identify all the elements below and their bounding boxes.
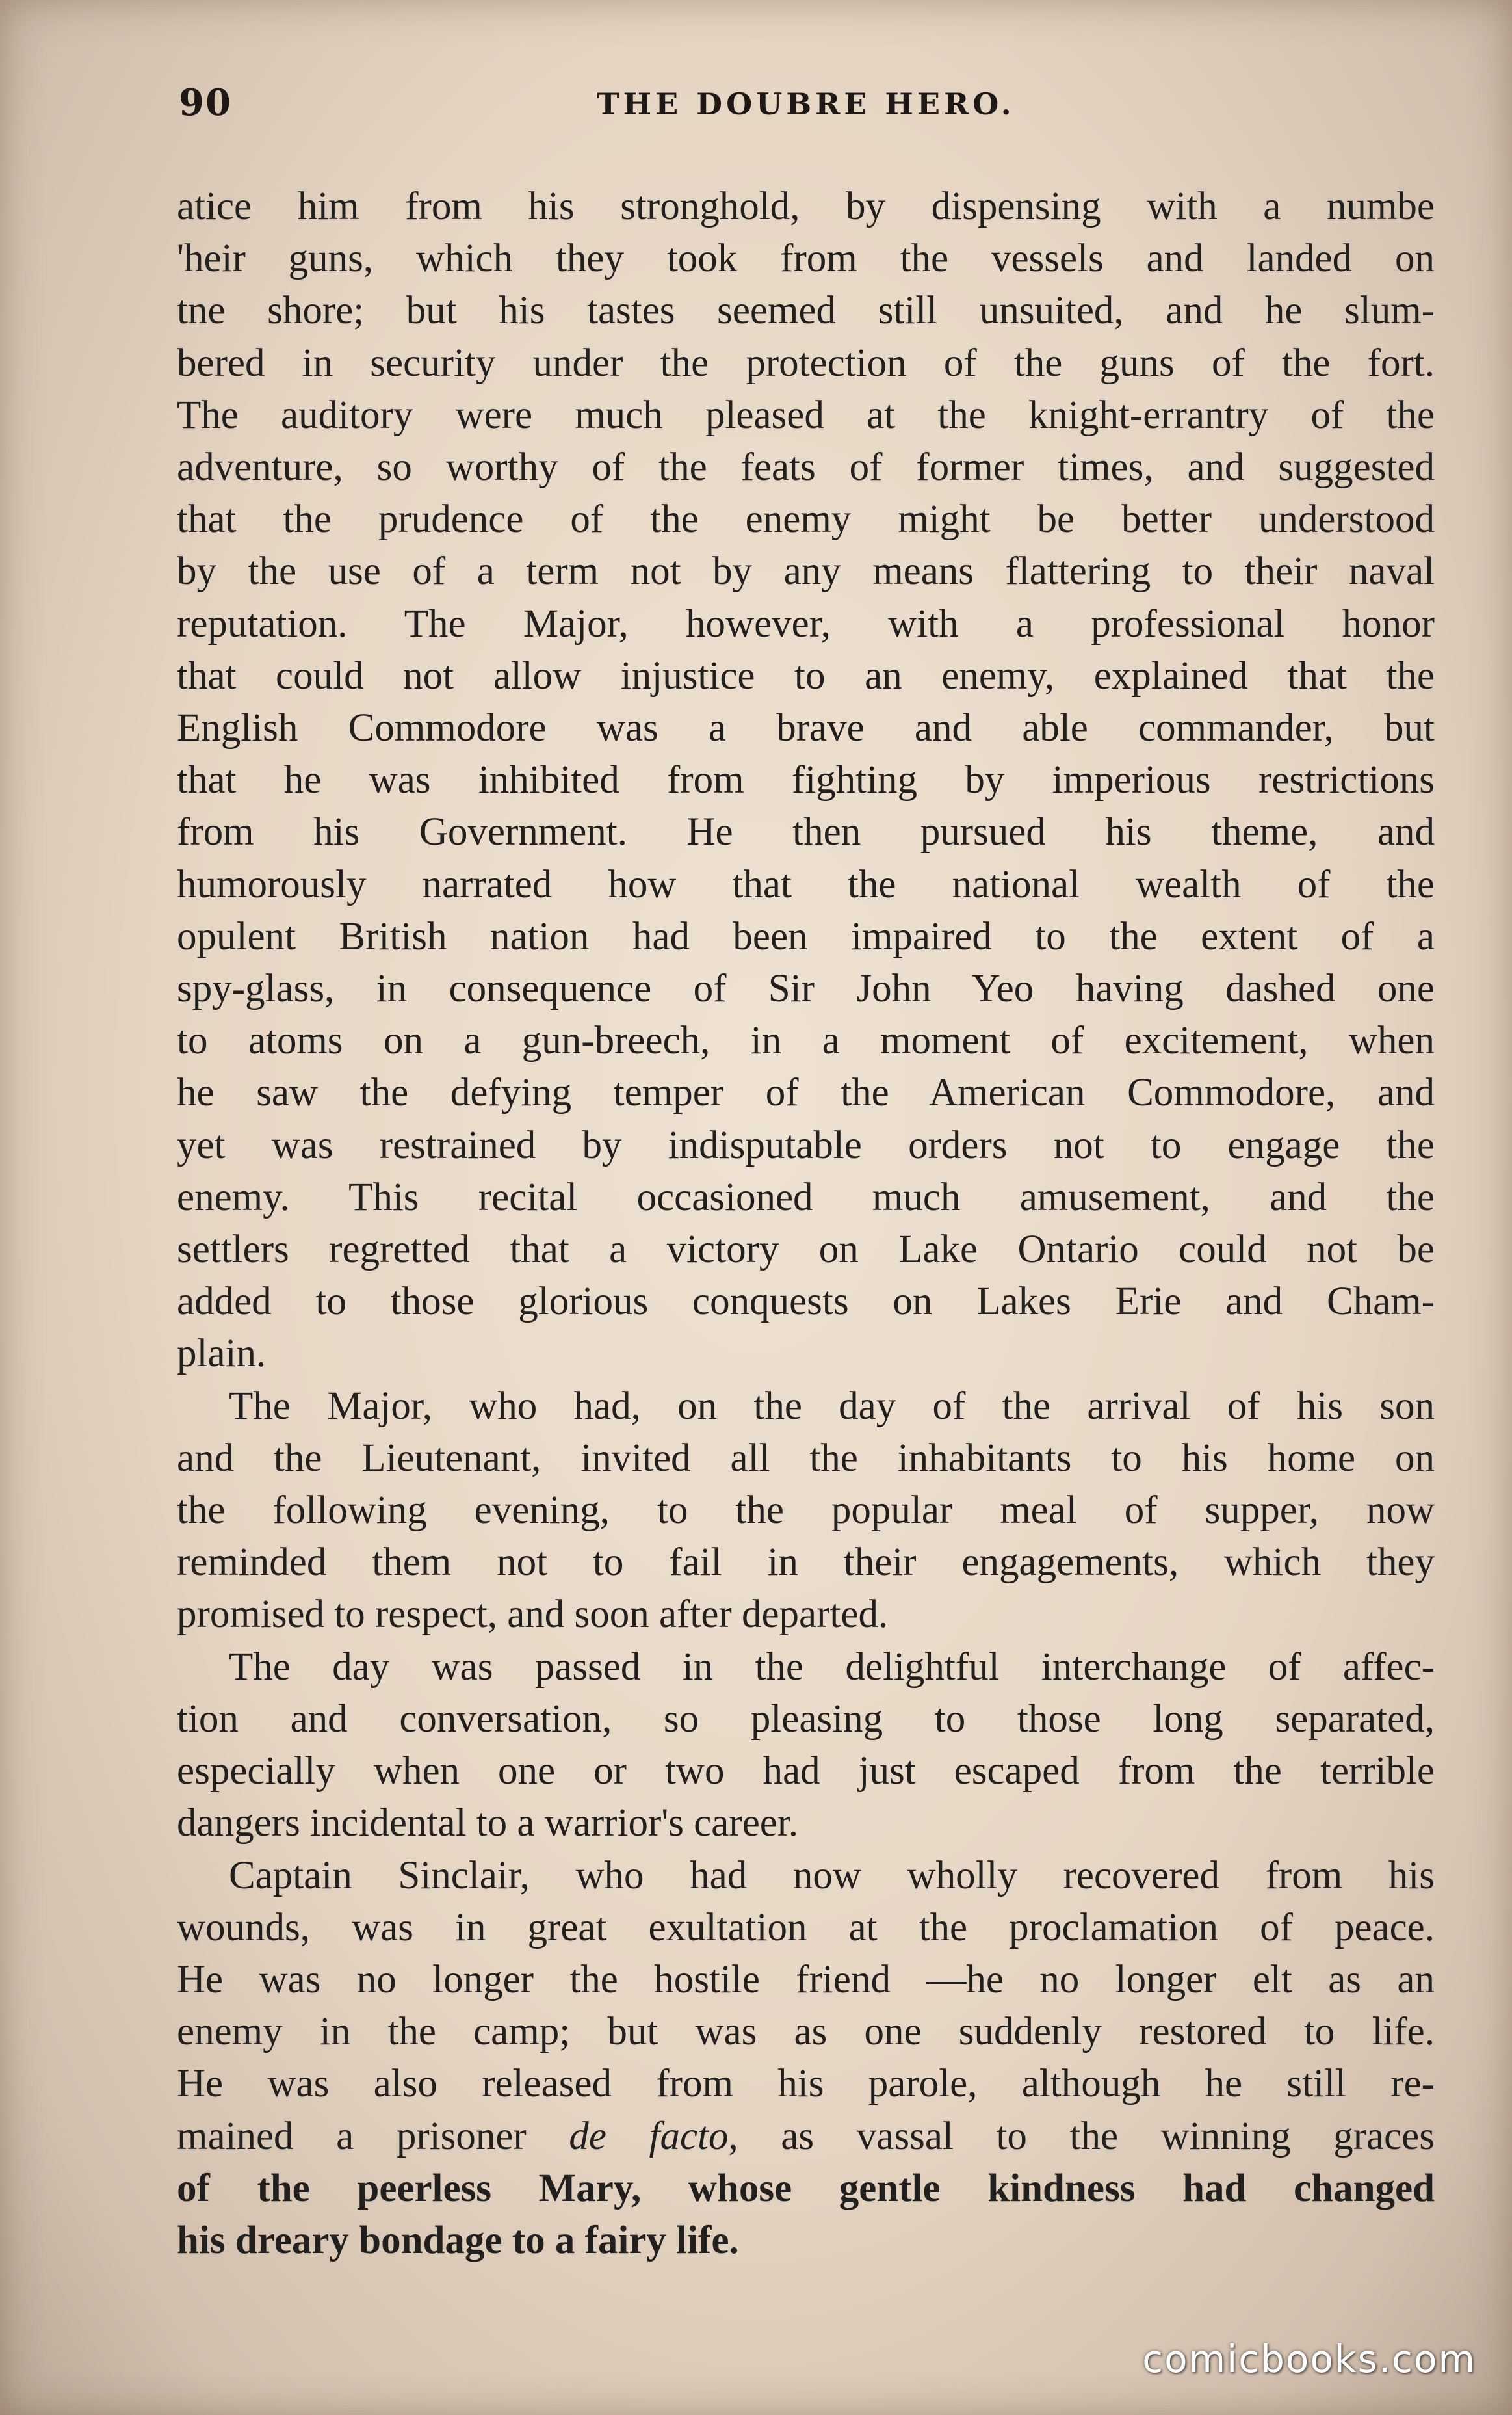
text-line: reputation. The Major, however, with a professional honor xyxy=(177,601,1435,646)
text-line: the following evening, to the popular meal of supper, now xyxy=(177,1488,1435,1533)
body-text xyxy=(177,181,1435,2267)
text-line: enemy. This recital occasioned much amusement, and the xyxy=(177,1175,1435,1219)
text-line: English Commodore was a brave and able commander, but xyxy=(177,706,1435,750)
text-line: humorously narrated how that the national wealth of the xyxy=(177,862,1435,906)
text-line: atice him from his stronghold, by dispensing with a numbe xyxy=(177,185,1435,228)
text-line: that the prudence of the enemy might be better understood xyxy=(177,497,1435,542)
text-line: The Major, who had, on the day of the arrival of his son xyxy=(229,1384,1435,1428)
paragraph xyxy=(177,1380,1435,1641)
italic-phrase: de facto xyxy=(569,2114,729,2158)
text-line: and the Lieutenant, invited all the inhabitants to his home on xyxy=(177,1436,1435,1480)
text-line: tion and conversation, so pleasing to those long separated, xyxy=(177,1696,1435,1741)
text-line: spy-glass, in consequence of Sir John Yeo having dashed one xyxy=(177,967,1435,1011)
text-line: He was no longer the hostile friend —he no longer elt as an xyxy=(177,1957,1435,2001)
text-line: dangers incidental to a warrior's career. xyxy=(177,1801,799,1845)
text-line: he saw the defying temper of the American Commodore, and xyxy=(177,1071,1435,1115)
paragraph xyxy=(177,181,1435,1380)
text-line: wounds, was in great exultation at the proclamation of peace. xyxy=(177,1905,1435,1949)
page-header xyxy=(179,81,1433,140)
text-line: especially when one or two had just escaped from the terrible xyxy=(177,1749,1435,1793)
watermark: comicbooks.com xyxy=(1142,2337,1476,2381)
text-line: yet was restrained by indisputable orders not to engage the xyxy=(177,1123,1435,1167)
text-line: plain. xyxy=(177,1332,267,1376)
text-line: tne shore; but his tastes seemed still unsuited, and he slum- xyxy=(177,289,1435,333)
text-line: 'heir guns, which they took from the vessels and landed on xyxy=(177,237,1435,281)
text-line: to atoms on a gun-breech, in a moment of excitement, when xyxy=(177,1019,1435,1063)
text-line: that he was inhibited from fighting by imperious restrictions xyxy=(177,758,1435,802)
text-line: adventure, so worthy of the feats of former times, and suggested xyxy=(177,445,1435,490)
text-line: from his Government. He then pursued his theme, and xyxy=(177,810,1435,854)
text-line: by the use of a term not by any means flattering to their naval xyxy=(177,549,1435,594)
paragraph xyxy=(177,1641,1435,1850)
text-line: that could not allow injustice to an enemy, explained that the xyxy=(177,653,1435,698)
text-line: The auditory were much pleased at the knight-errantry of the xyxy=(177,393,1435,437)
text-line: mained a prisoner de facto, as vassal to the winning graces xyxy=(177,2114,1435,2158)
text-line: his dreary bondage to a fairy life. xyxy=(177,2218,739,2262)
text-line: added to those glorious conquests on Lakes Erie and Cham- xyxy=(177,1280,1435,1324)
text-line: settlers regretted that a victory on Lake Ontario could not be xyxy=(177,1228,1435,1272)
text-line: enemy in the camp; but was as one suddenly restored to life. xyxy=(177,2010,1435,2054)
text-line: of the peerless Mary, whose gentle kindness had changed xyxy=(177,2166,1435,2210)
text-line: reminded them not to fail in their engagements, which they xyxy=(177,1540,1435,1585)
page-number: 90 xyxy=(179,81,232,124)
text-line: He was also released from his parole, although he still re- xyxy=(177,2062,1435,2106)
text-line: The day was passed in the delightful interchange of affec- xyxy=(229,1644,1435,1689)
text-line: opulent British nation had been impaired to the extent of a xyxy=(177,914,1435,958)
paragraph xyxy=(177,1850,1435,2267)
text-line: Captain Sinclair, who had now wholly recovered from his xyxy=(229,1853,1435,1897)
running-head: THE DOUBRE HERO. xyxy=(597,86,1015,122)
text-line: bered in security under the protection of the guns of the fort. xyxy=(177,341,1435,385)
text-line: promised to respect, and soon after departed. xyxy=(177,1592,889,1637)
